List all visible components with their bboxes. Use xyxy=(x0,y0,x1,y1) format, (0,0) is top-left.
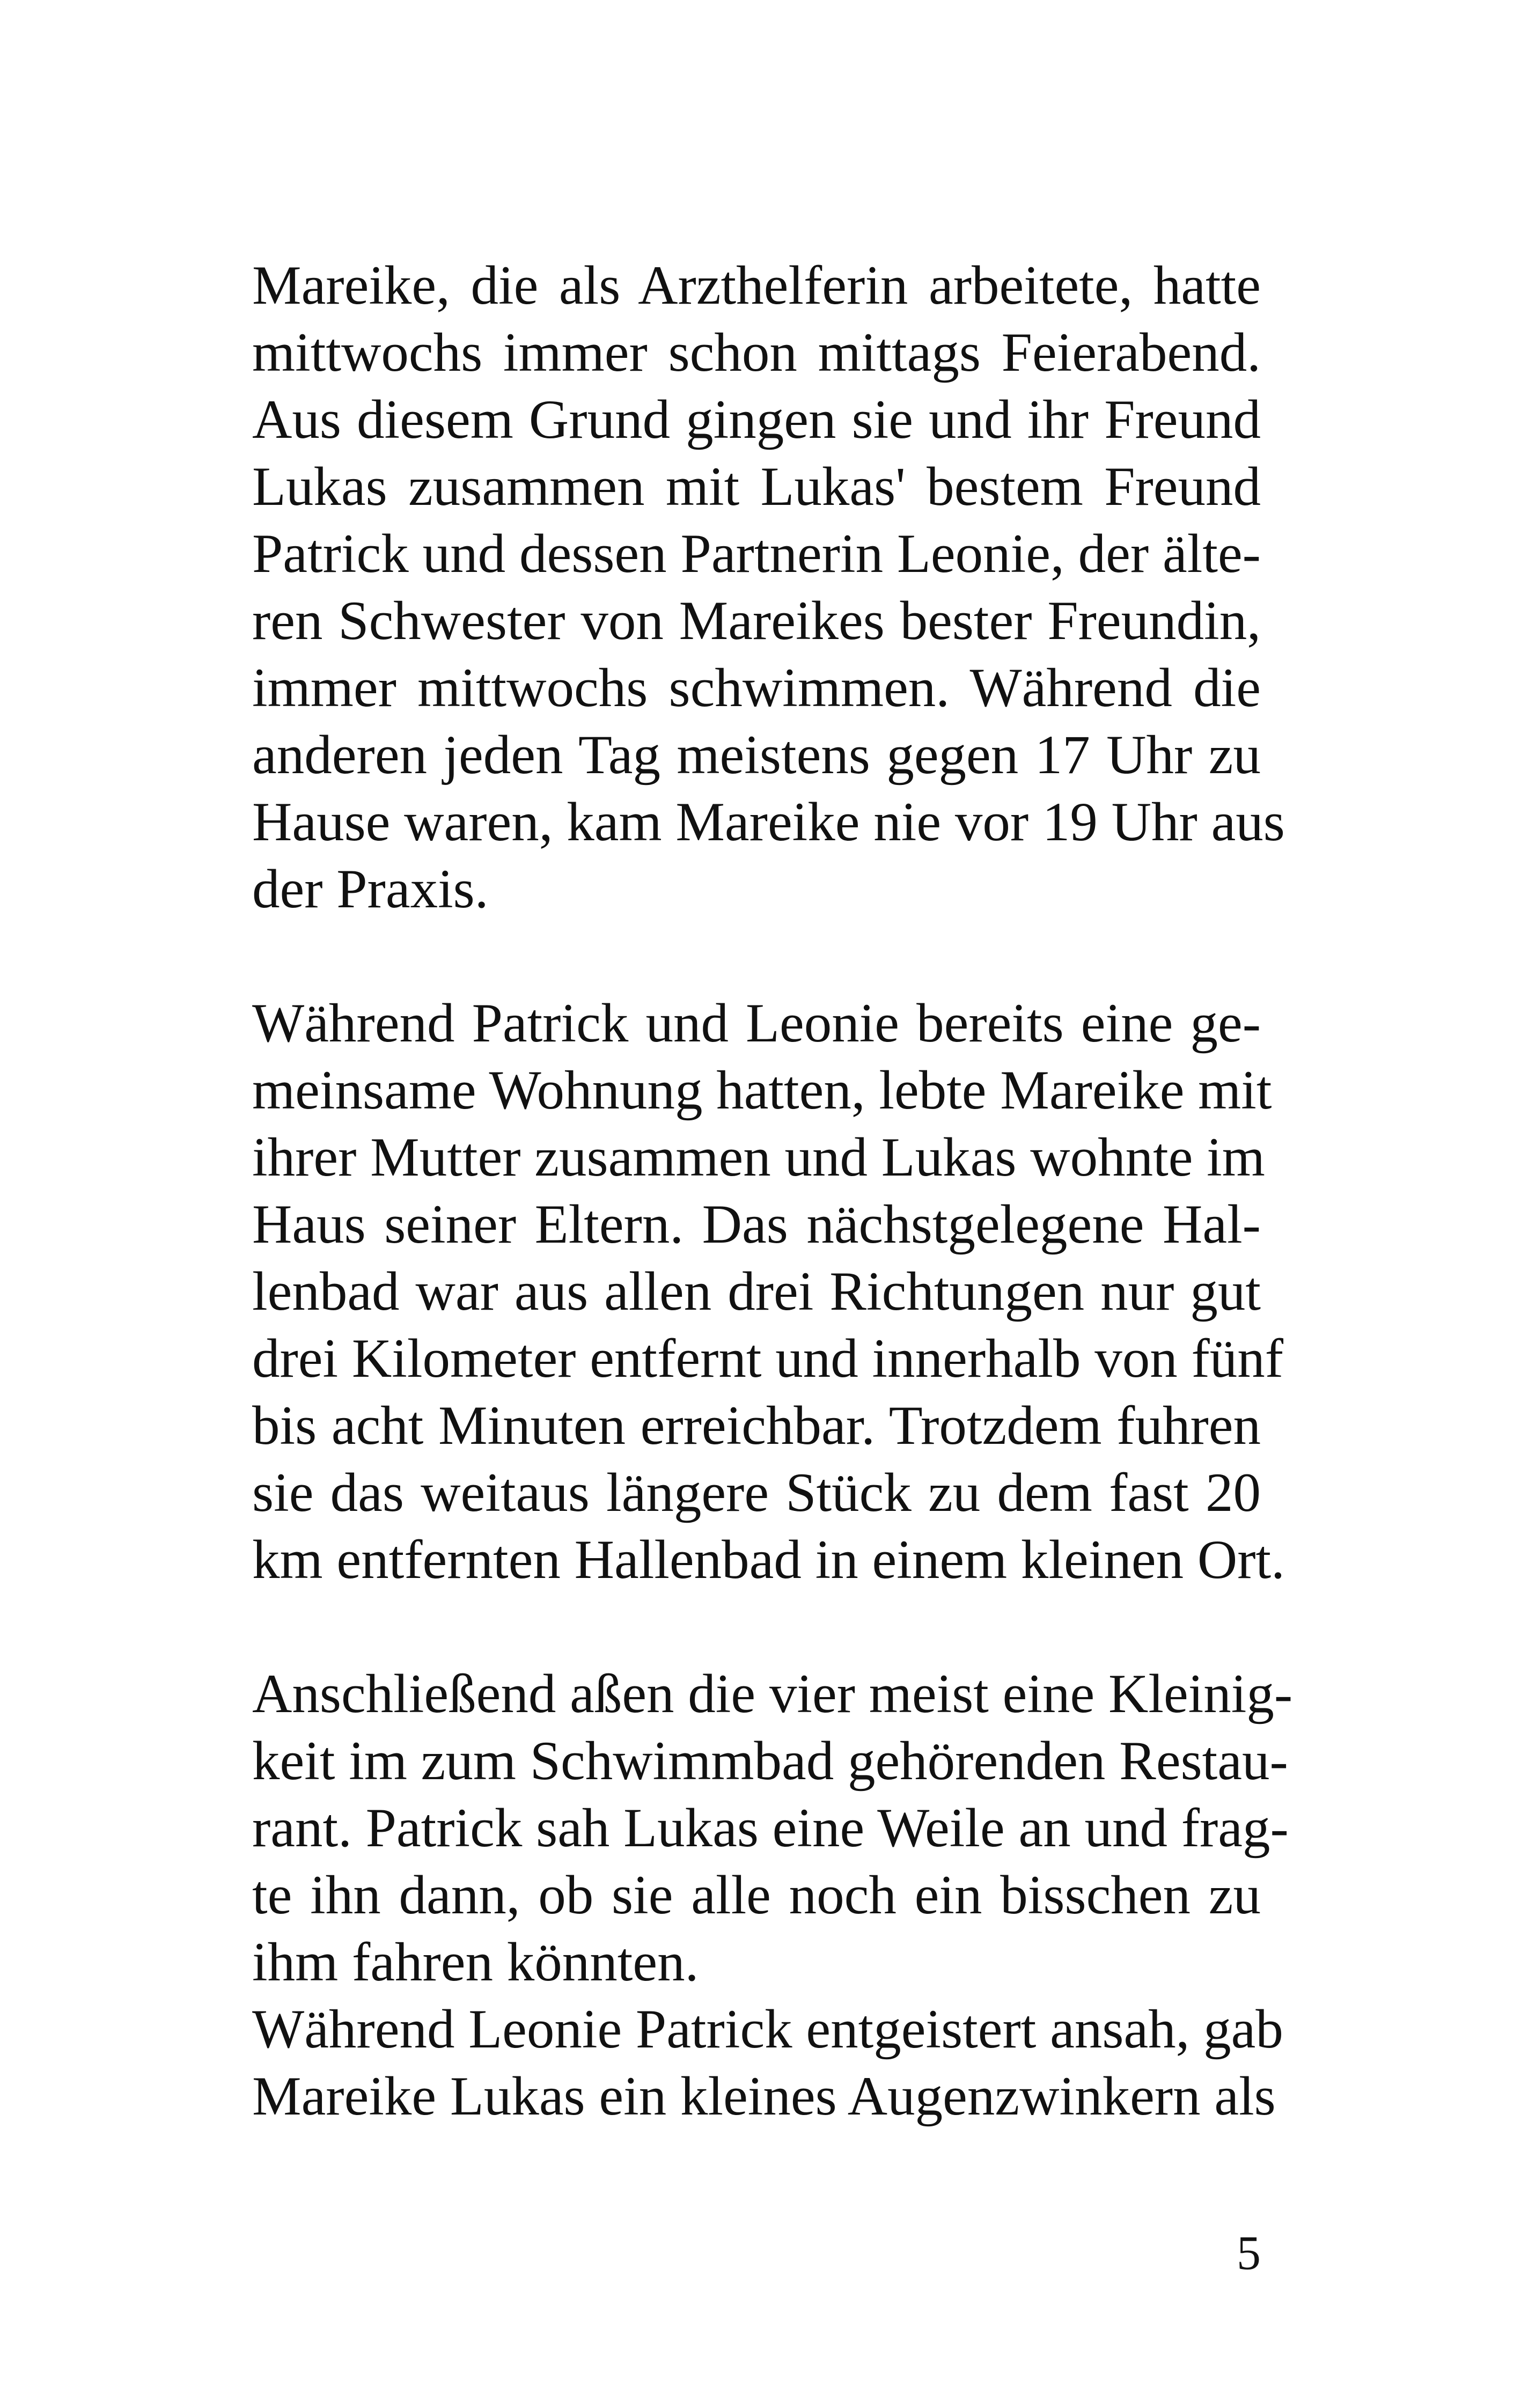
text-line: anderen jeden Tag meistens gegen 17 Uhr zu xyxy=(252,724,1261,785)
text-line: rant. Patrick sah Lukas eine Weile an und frag- xyxy=(252,1797,1289,1859)
text-line: ihrer Mutter zusammen und Lukas wohnte im xyxy=(252,1127,1265,1188)
page-number: 5 xyxy=(1237,2227,1261,2280)
text-line: der Praxis. xyxy=(252,858,489,920)
text-line: meinsame Wohnung hatten, lebte Mareike mit xyxy=(252,1060,1272,1121)
text-line: Während Leonie Patrick entgeistert ansah, gab xyxy=(252,1999,1283,2060)
text-line: Lukas zusammen mit Lukas' bestem Freund xyxy=(252,456,1261,517)
text-line: immer mittwochs schwimmen. Während die xyxy=(252,657,1261,718)
paragraph-3 xyxy=(252,1661,1293,2130)
text-line: bis acht Minuten erreichbar. Trotzdem fuhren xyxy=(252,1395,1261,1456)
text-line: drei Kilometer entfernt und innerhalb von fünf xyxy=(252,1328,1284,1389)
text-line: te ihn dann, ob sie alle noch ein bisschen zu xyxy=(252,1864,1261,1926)
text-line: ren Schwester von Mareikes bester Freundin, xyxy=(252,590,1261,651)
text-line: Während Patrick und Leonie bereits eine ge- xyxy=(252,993,1261,1054)
text-line: mittwochs immer schon mittags Feierabend. xyxy=(252,322,1261,383)
text-line: lenbad war aus allen drei Richtungen nur gut xyxy=(252,1261,1261,1322)
text-line: Mareike, die als Arzthelferin arbeitete, hatte xyxy=(252,255,1261,316)
text-line: km entfernten Hallenbad in einem kleinen Ort. xyxy=(252,1529,1285,1590)
text-line: ihm fahren könnten. xyxy=(252,1932,699,1993)
paragraph-2 xyxy=(252,990,1285,1594)
text-line: keit im zum Schwimmbad gehörenden Restau- xyxy=(252,1730,1288,1792)
text-line: Haus seiner Eltern. Das nächstgelegene Hal- xyxy=(252,1194,1261,1255)
text-line: Aus diesem Grund gingen sie und ihr Freund xyxy=(252,389,1261,450)
paragraph-1 xyxy=(252,252,1285,923)
text-line: Hause waren, kam Mareike nie vor 19 Uhr aus xyxy=(252,791,1285,853)
text-line: Anschließend aßen die vier meist eine Kleinig- xyxy=(252,1663,1293,1724)
text-line: Mareike Lukas ein kleines Augenzwinkern als xyxy=(252,2066,1276,2127)
text-line: sie das weitaus längere Stück zu dem fast 20 xyxy=(252,1462,1261,1523)
text-line: Patrick und dessen Partnerin Leonie, der älte- xyxy=(252,523,1261,584)
